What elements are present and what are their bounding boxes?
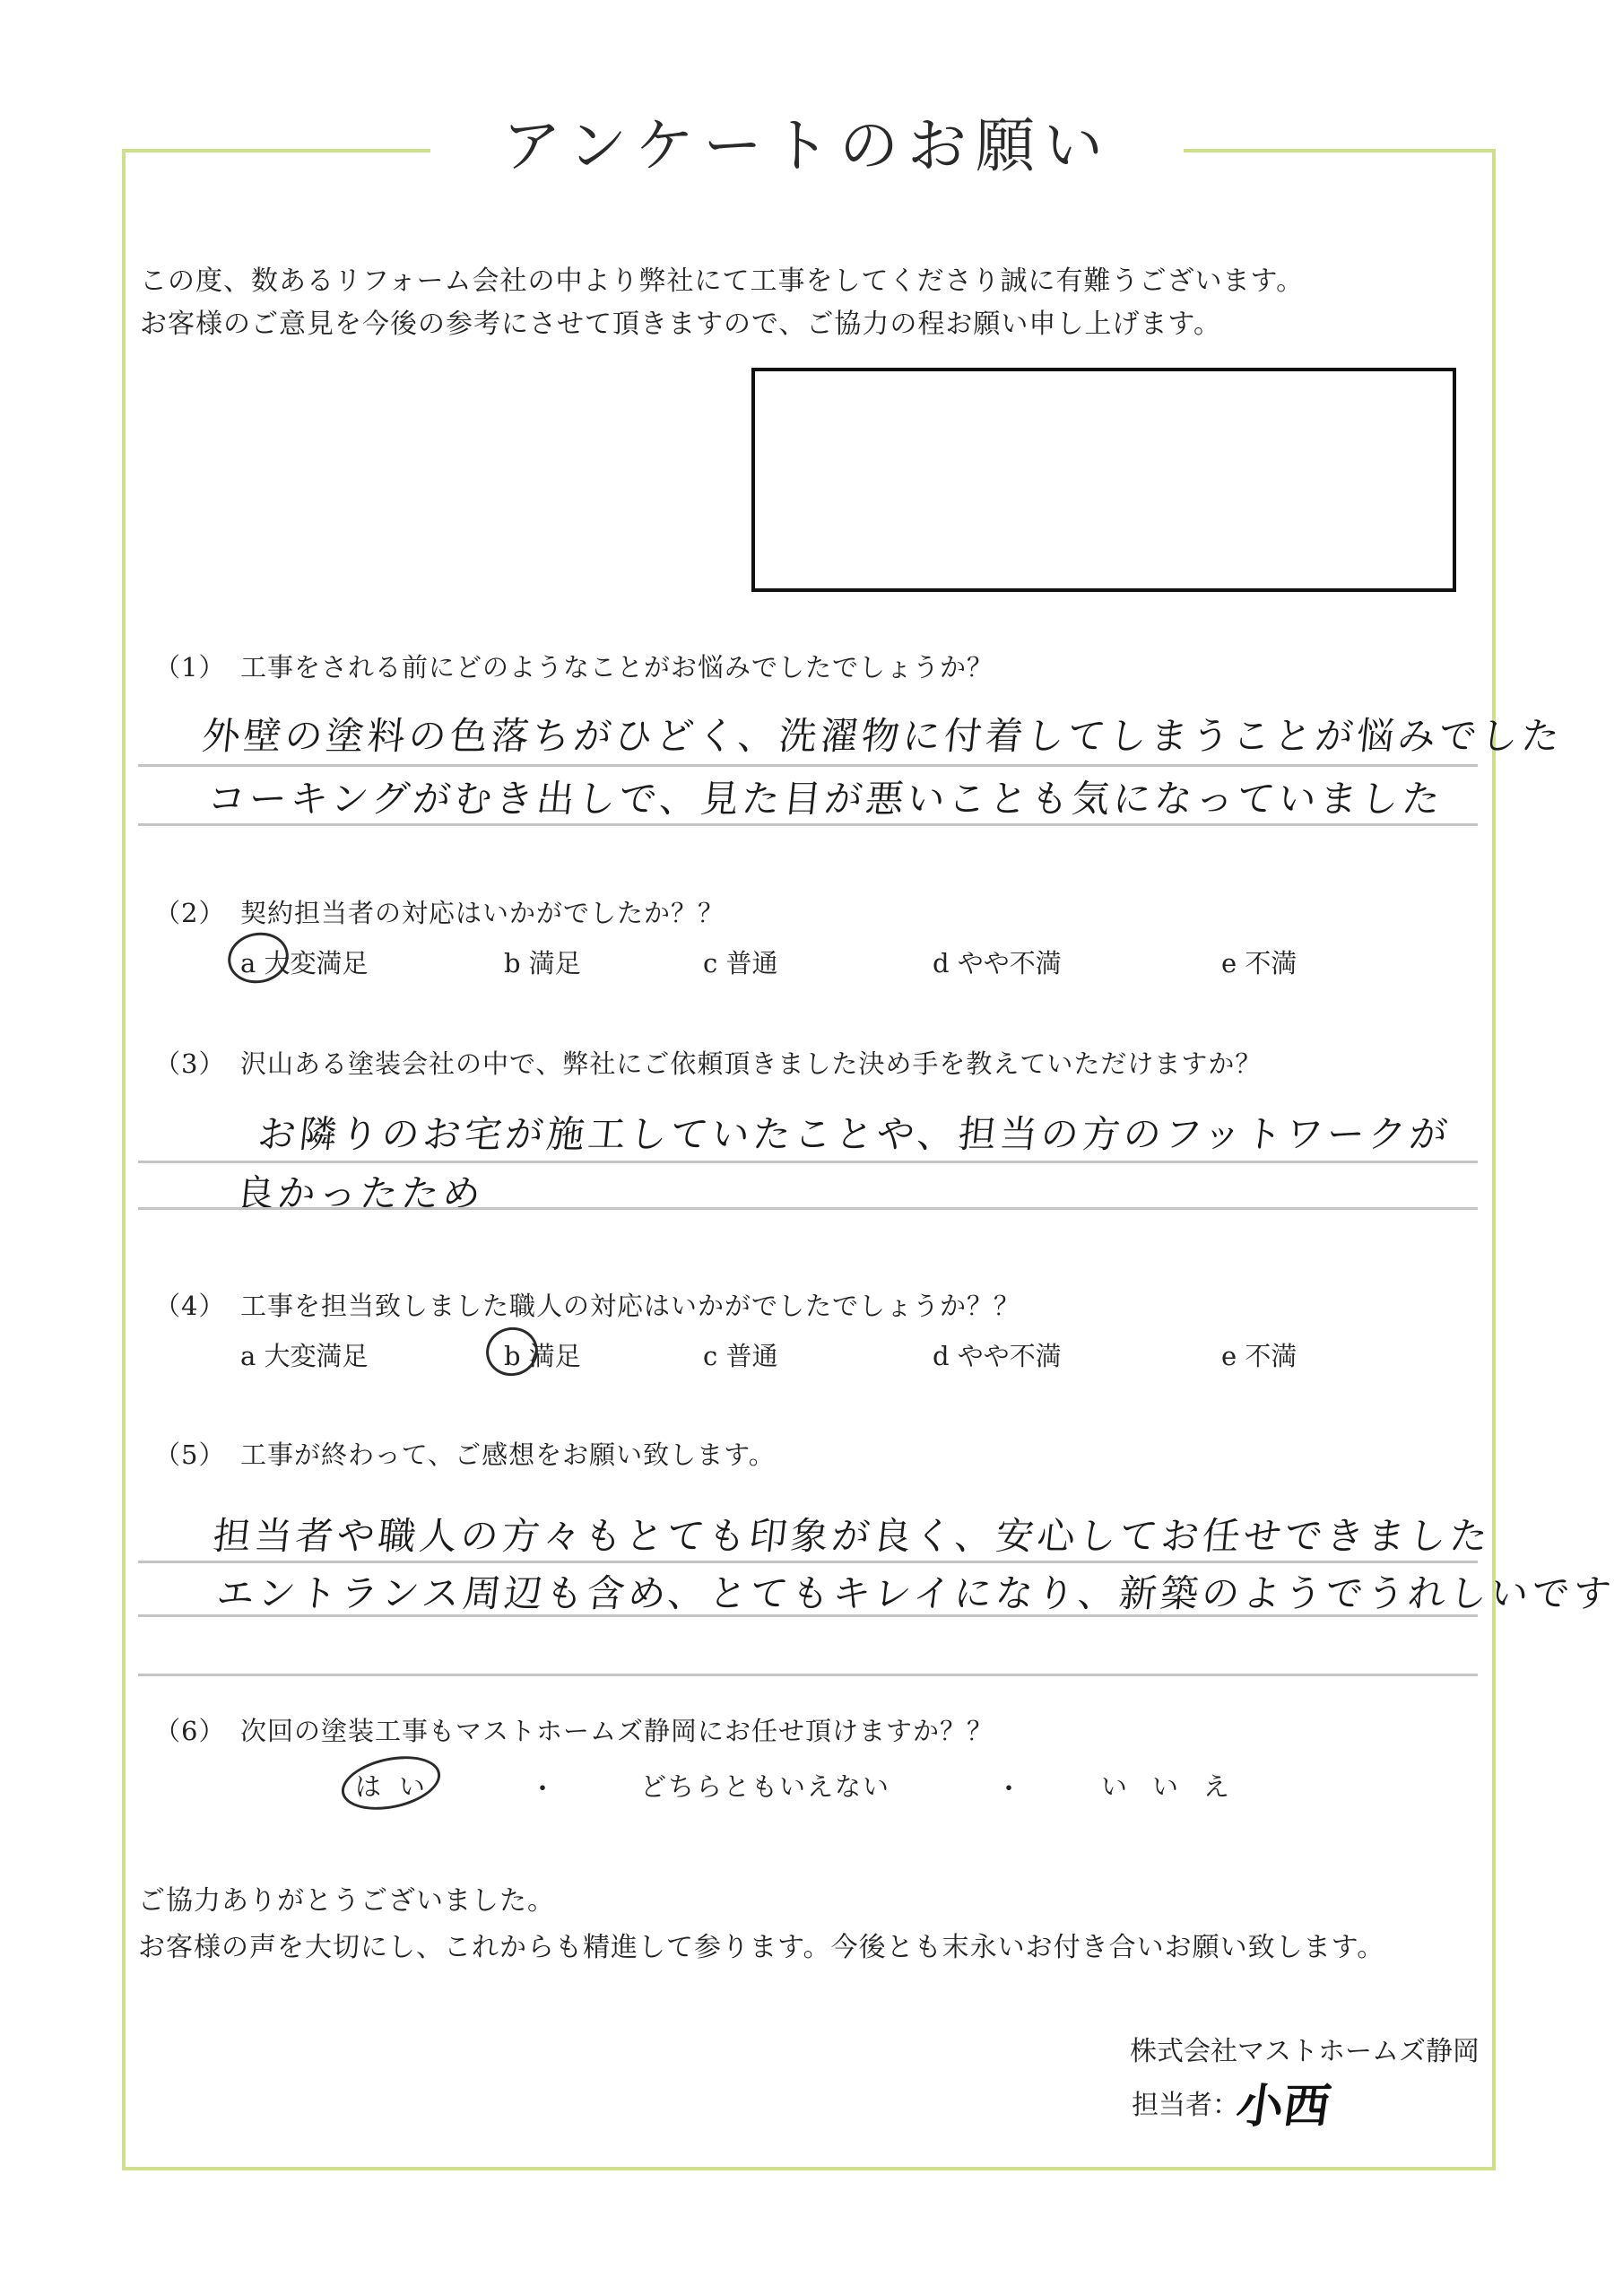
question-2 [154, 893, 725, 930]
answer-3-line-2: 良かったため [234, 1171, 487, 1215]
q6-separator-2: ・ [995, 1774, 1022, 1805]
question-1-number: （1） [154, 652, 226, 683]
q2-option-d[interactable]: d やや不満 [933, 948, 1062, 978]
answer-1-line-1: 外壁の塗料の色落ちがひどく、洗濯物に付着してしまうことが悩みでした [200, 714, 1566, 758]
question-2-text: 契約担当者の対応はいかがでしたか？？ [240, 898, 725, 928]
intro-line-1: この度、数あるリフォーム会社の中より弊社にて工事をしてくださり誠に有難うございます。 [140, 265, 1305, 297]
question-4-number: （4） [154, 1291, 226, 1321]
answer-3-line-1: お隣りのお宅が施工していたことや、担当の方のフットワークが [256, 1112, 1454, 1156]
answer-5-rule-1 [138, 1561, 1478, 1563]
question-6-number: （6） [154, 1716, 226, 1746]
answer-1-line-2: コーキングがむき出しで、見た目が悪いことも気になっていました [205, 777, 1446, 821]
question-4 [154, 1286, 1020, 1323]
question-1-text: 工事をされる前にどのようなことがお悩みでしたでしょうか？ [240, 652, 994, 683]
answer-1-rule-1 [138, 764, 1478, 767]
q4-option-a[interactable]: a 大変満足 [240, 1341, 369, 1371]
answer-5-line-1: 担当者や職人の方々もとても印象が良く、安心してお任せできました [211, 1514, 1494, 1558]
q6-option-no[interactable]: いいえ [1101, 1771, 1255, 1802]
question-5-text: 工事が終わって、ご感想をお願い致します。 [240, 1439, 776, 1470]
q2-option-e[interactable]: e 不満 [1221, 948, 1298, 978]
q6-separator-1: ・ [529, 1774, 556, 1805]
closing-line-1: ご協力ありがとうございました。 [138, 1885, 555, 1917]
question-5 [154, 1435, 776, 1472]
answer-3-rule-2 [138, 1207, 1478, 1210]
question-3-number: （3） [154, 1048, 226, 1079]
q2-option-b[interactable]: b 満足 [504, 948, 581, 978]
question-6 [154, 1711, 994, 1748]
company-name: 株式会社マストホームズ静岡 [1130, 2036, 1480, 2067]
closing-line-2: お客様の声を大切にし、これからも精進して参ります。今後とも末永いお付き合いお願い致します。 [138, 1932, 1385, 1963]
question-1 [154, 648, 994, 684]
q2-option-c[interactable]: c 普通 [703, 948, 778, 978]
customer-name-box [751, 368, 1456, 592]
intro-line-2: お客様のご意見を今後の参考にさせて頂きますので、ご協力の程お願い申し上げます。 [140, 309, 1221, 340]
question-2-number: （2） [154, 898, 226, 928]
q2-option-a[interactable]: a 大変満足 [240, 948, 369, 978]
answer-1-rule-2 [138, 823, 1478, 826]
q6-option-neither[interactable]: どちらともいえない [640, 1771, 891, 1802]
question-3-text: 沢山ある塗装会社の中で、弊社にご依頼頂きました決め手を教えていただけますか？ [240, 1048, 1263, 1079]
staff-name: 小西 [1233, 2080, 1334, 2134]
answer-3-rule-1 [138, 1161, 1478, 1163]
answer-5-rule-3 [138, 1674, 1478, 1676]
q4-option-c[interactable]: c 普通 [703, 1341, 778, 1371]
question-5-number: （5） [154, 1439, 226, 1470]
q6-option-yes[interactable]: はい [355, 1771, 444, 1802]
q4-option-d[interactable]: d やや不満 [933, 1341, 1062, 1371]
question-6-text: 次回の塗装工事もマストホームズ静岡にお任せ頂けますか？？ [240, 1716, 994, 1746]
answer-5-line-2: エントランス周辺も含め、とてもキレイになり、新築のようでうれしいです [214, 1571, 1617, 1615]
question-3 [154, 1044, 1262, 1081]
q4-option-e[interactable]: e 不満 [1221, 1341, 1298, 1371]
question-4-text: 工事を担当致しました職人の対応はいかがでしたでしょうか？？ [240, 1291, 1021, 1321]
staff-label: 担当者： [1132, 2090, 1239, 2121]
answer-5-rule-2 [138, 1614, 1478, 1617]
page-title: アンケートのお願い [501, 111, 1113, 180]
q4-option-b[interactable]: b 満足 [504, 1341, 581, 1371]
title-banner [430, 97, 1184, 196]
